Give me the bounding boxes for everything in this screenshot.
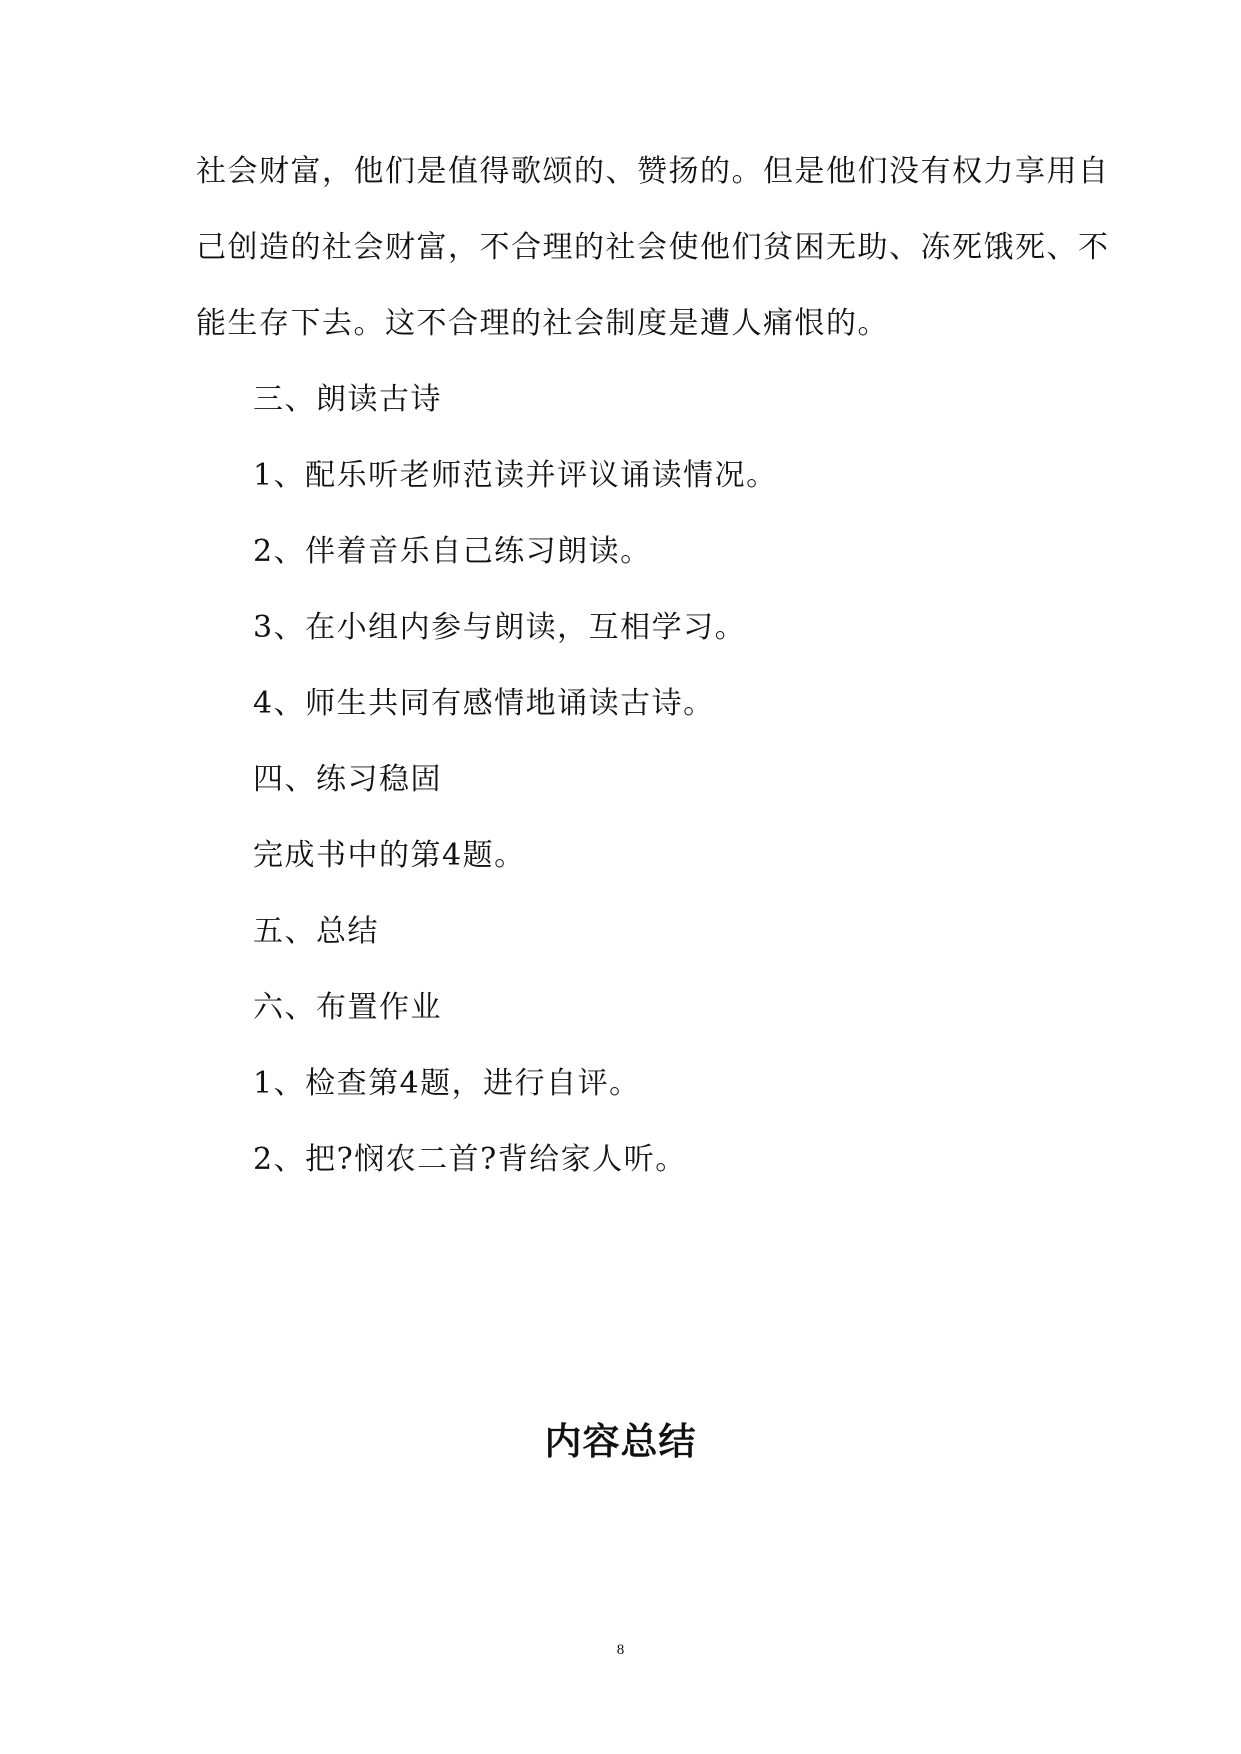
section-heading-6: 六、布置作业 — [253, 990, 442, 1025]
list-item: 1、配乐听老师范读并评议诵读情况。 — [253, 458, 778, 493]
paragraph-line-2: 己创造的社会财富，不合理的社会使他们贫困无助、冻死饿死、不 — [196, 230, 1110, 265]
section-heading-3: 三、朗读古诗 — [253, 382, 442, 417]
list-item: 2、把?悯农二首?背给家人听。 — [253, 1142, 687, 1177]
section-heading-4: 四、练习稳固 — [253, 762, 442, 797]
page-number: 8 — [616, 1642, 625, 1658]
paragraph-line-1: 社会财富，他们是值得歌颂的、赞扬的。但是他们没有权力享用自 — [196, 154, 1110, 189]
list-item: 3、在小组内参与朗读，互相学习。 — [253, 610, 747, 645]
summary-title: 内容总结 — [544, 1420, 697, 1463]
paragraph-line-3: 能生存下去。这不合理的社会制度是遭人痛恨的。 — [196, 306, 889, 341]
list-item: 2、伴着音乐自己练习朗读。 — [253, 534, 652, 569]
list-item: 1、检查第4题，进行自评。 — [253, 1066, 641, 1101]
section-text: 完成书中的第4题。 — [253, 838, 526, 873]
section-heading-5: 五、总结 — [253, 914, 379, 949]
list-item: 4、师生共同有感情地诵读古诗。 — [253, 686, 715, 721]
